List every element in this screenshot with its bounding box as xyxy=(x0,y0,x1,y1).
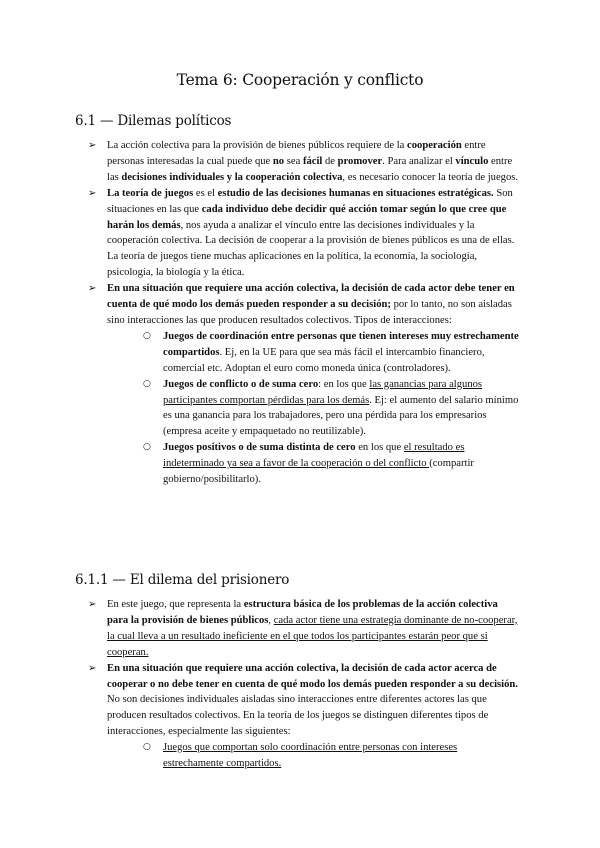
page-title: Tema 6: Cooperación y conflicto xyxy=(176,71,424,89)
sub-item-solo-coordinacion: ○ Juegos que comportan solo coordinación entre personas con intereses estrechamente compartidos. xyxy=(143,742,458,770)
interaction-types-list xyxy=(107,329,520,488)
bullet-situacion-cooperar: ➢ En una situación que requiere una acción colectiva, la decisión de cada actor acerca de cooperar o no debe tener en cuenta de qué modo los demás pueden responder a su decisión. No son decisiones individuales aisladas sino interacciones entre diferentes actores las que producen resultados colectivos. En la teoría de los juegos se distinguen diferentes tipos de interacciones, especialmente las siguientes: ○ Juegos que comportan solo coordinación entre personas con intereses estrechamente compartidos. xyxy=(88,661,520,772)
circle-bullet-icon: ○ xyxy=(143,742,151,753)
arrow-bullet-icon: ➢ xyxy=(88,283,97,295)
section-heading-prisionero: 6.1.1 — El dilema del prisionero xyxy=(75,572,290,588)
arrow-bullet-icon: ➢ xyxy=(88,187,97,199)
sub-item-coordinacion: ○ Juegos de coordinación entre personas que tienen intereses muy estrechamente compartidos. Ej, en la UE para que sea más fácil el intercambio financiero, comercial etc. Adoptan el euro como moneda única (controladores). xyxy=(143,330,519,374)
circle-bullet-icon: ○ xyxy=(143,330,151,341)
arrow-bullet-icon: ➢ xyxy=(88,140,97,151)
bullet-teoria-juegos: ➢ La teoría de juegos es el estudio de las decisiones humanas en situaciones estratégicas. Son situaciones en las que cada individuo debe decidir qué acción tomar según lo que cree que harán los demás, nos ayuda a analizar el vínculo entre las decisiones individuales y la cooperación colectiva. La decisión de cooperar a la provisión de bienes públicos es una de ellas. La teoría de juegos tiene muchas aplicaciones en la política, la economía, la sociología, psicología, la biología y la ética. xyxy=(88,187,515,279)
circle-bullet-icon: ○ xyxy=(143,442,151,453)
bullet-este-juego: ➢ En este juego, que representa la estructura básica de los problemas de la acción colectiva para la provisión de bienes públicos, cada actor tiene una estrategia dominante de no-cooperar, la cual lleva a un resultado ineficiente en el que todos los participantes estarán peor que si cooperan. xyxy=(88,599,518,658)
sub-item-suma-cero: ○ Juegos de conflicto o de suma cero: en los que las ganancias para algunos participantes comportan pérdidas para los demás. Ej: el aumento del salario mínimo es una ganancia para los trabajadores, pero una pérdida para los empresarios (empresa aceite y empaquetado no reutilizable). xyxy=(143,378,519,438)
bullet-situacion-accion-colectiva: ➢ En una situación que requiere una acción colectiva, la decisión de cada actor debe tener en cuenta de qué modo los demás pueden responder a su decisión; por lo tanto, no son aisladas sino interacciones las que producen resultados colectivos. Tipos de interacciones: ○ Juegos de coordinación entre personas que tienen intereses muy estrechamente compartidos. Ej, en la UE para que sea más fácil el intercambio financiero, comercial etc. Adoptan el euro como moneda única (controladores). ○ Juegos de conflicto o de suma cero: en los que las ganancias para algunos participantes comportan pérdidas para los demás. Ej: el aumento del salario mínimo es una ganancia para los trabajadores, pero una pérdida para los empresarios (empresa aceite y empaquetado no reutilizable). ○ Juegos positivos o de suma distinta de cero en los que el resultado es indeterminado ya sea a favor de la cooperación o del conflicto (compartir gobierno/posibilitarlo). xyxy=(88,281,520,488)
section2-bullet-list xyxy=(88,597,520,772)
arrow-bullet-icon: ➢ xyxy=(88,599,97,610)
sub-item-suma-distinta: ○ Juegos positivos o de suma distinta de cero en los que el resultado es indeterminado ya sea a favor de la cooperación o del conflicto (compartir gobierno/posibilitarlo). xyxy=(143,442,474,486)
section1-bullet-list xyxy=(88,138,520,488)
arrow-bullet-icon: ➢ xyxy=(88,662,97,674)
prisoner-interaction-list xyxy=(107,740,520,772)
circle-bullet-icon: ○ xyxy=(143,378,151,389)
section-heading-dilemas: 6.1 — Dilemas políticos xyxy=(75,113,232,129)
bullet-accion-colectiva: ➢ La acción colectiva para la provisión de bienes públicos requiere de la cooperación entre personas interesadas la cual puede que no sea fácil de promover. Para analizar el vínculo entre las decisiones individuales y la cooperación colectiva, es necesario conocer la teoría de juegos. xyxy=(88,140,519,183)
